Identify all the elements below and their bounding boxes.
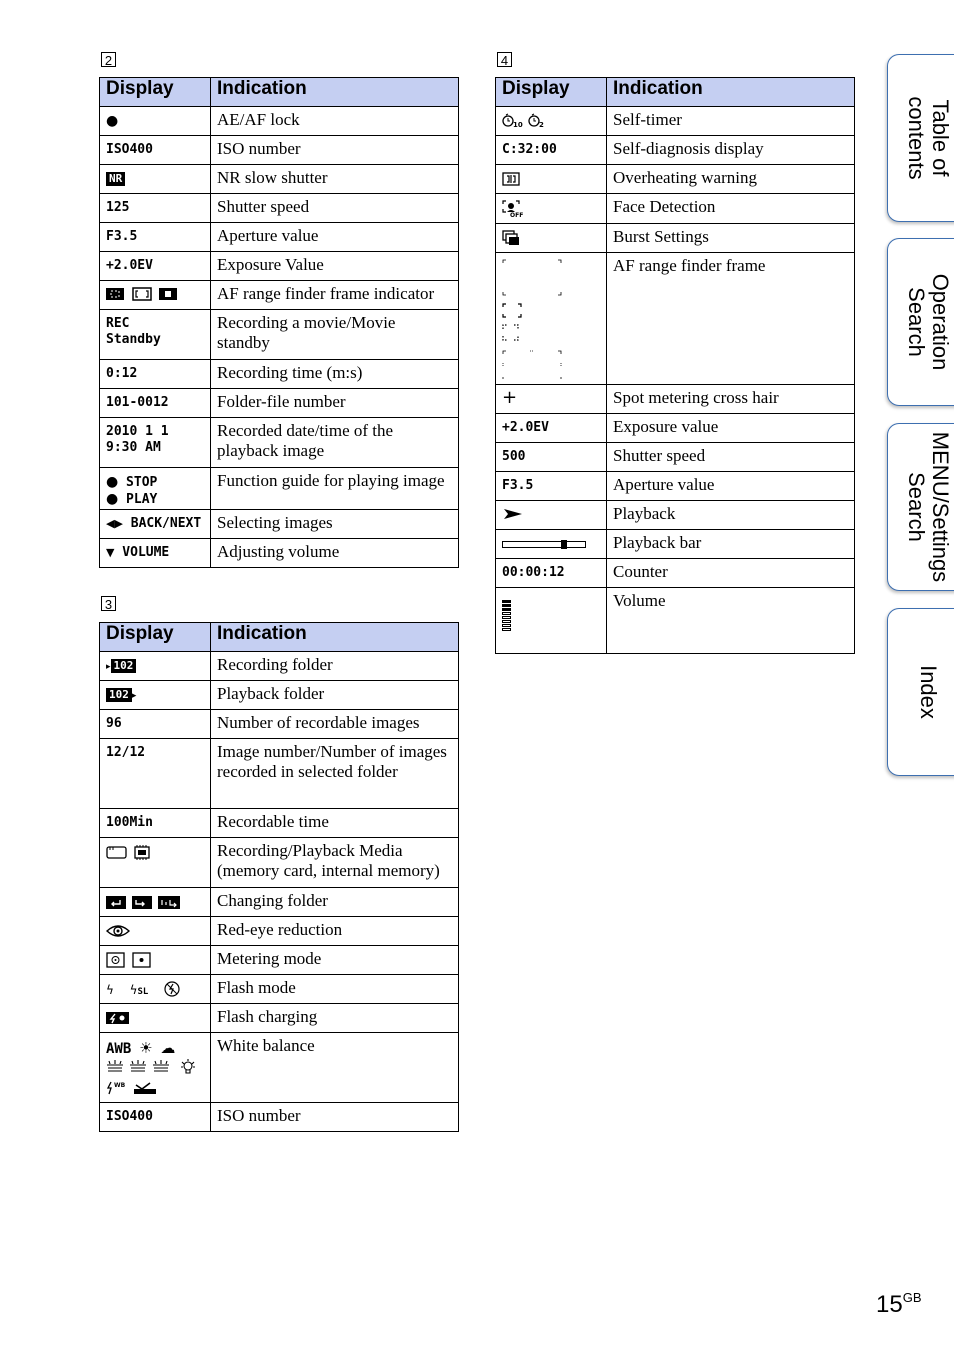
- fluorescent-2-icon: [130, 1060, 146, 1071]
- display-table-2: [99, 77, 459, 568]
- table-row: [100, 510, 459, 539]
- header-display: Display: [496, 78, 607, 107]
- indication-cell: Red-eye reduction: [211, 917, 459, 946]
- table-row: [496, 194, 855, 224]
- indication-cell: Exposure Value: [211, 252, 459, 281]
- indication-cell: Changing folder: [211, 888, 459, 917]
- display-cell: 101-0012: [100, 389, 211, 418]
- flash-off-icon: [164, 981, 180, 997]
- display-cell: 100Min: [100, 809, 211, 838]
- tab-label: Operation Search: [904, 273, 953, 371]
- display-cell: AWB ☀ ☁ WB: [100, 1033, 211, 1103]
- display-cell: [496, 224, 607, 253]
- table-header-row: [100, 623, 459, 652]
- af-center-frame-icon: [503, 304, 521, 317]
- playback-icon: [502, 507, 524, 521]
- playback-folder-icon: 102: [106, 688, 132, 702]
- display-cell: C:32:00: [496, 136, 607, 165]
- stop-bullet-icon: ●: [106, 474, 119, 490]
- indication-cell: Flash mode: [211, 975, 459, 1004]
- table-row: [100, 165, 459, 194]
- indication-cell: ISO number: [211, 1103, 459, 1132]
- table-row: [496, 414, 855, 443]
- svg-text:2: 2: [539, 121, 544, 129]
- flash-charging-icon: [106, 1010, 130, 1026]
- table-row: [496, 136, 855, 165]
- header-indication: Indication: [211, 78, 459, 107]
- display-cell: [496, 253, 607, 385]
- overheating-warning-icon: [502, 171, 520, 187]
- af-range-finder-frame-icons: [502, 259, 562, 379]
- play-bullet-icon: ●: [106, 491, 119, 507]
- indication-cell: Adjusting volume: [211, 539, 459, 568]
- indication-cell: Flash charging: [211, 1004, 459, 1033]
- cross-hair-icon: +: [502, 387, 518, 408]
- indication-cell: Self-timer: [607, 107, 855, 136]
- indication-cell: ISO number: [211, 136, 459, 165]
- cloudy-icon: ☁: [160, 1039, 176, 1057]
- display-cell: [496, 385, 607, 414]
- af-wide-frame-icon: [503, 260, 561, 295]
- table-row: [100, 107, 459, 136]
- indication-cell: White balance: [211, 1033, 459, 1103]
- display-cell: [100, 917, 211, 946]
- flash-wb-and-custom-icons: [106, 1081, 162, 1095]
- display-cell: [100, 1004, 211, 1033]
- indication-cell: Shutter speed: [211, 194, 459, 223]
- changing-folder-icons: [106, 894, 182, 910]
- table-row: [496, 224, 855, 253]
- svg-text:OFF: OFF: [510, 212, 524, 218]
- table-row: [496, 588, 855, 654]
- tab-label: Table of contents: [904, 96, 953, 180]
- indication-cell: AF range finder frame: [607, 253, 855, 385]
- playback-bar-icon: [502, 541, 586, 548]
- display-cell: ISO400: [100, 1103, 211, 1132]
- display-cell: 0:12: [100, 360, 211, 389]
- af-small-frame-icon: [503, 325, 518, 340]
- table-row: [100, 917, 459, 946]
- record-folder-arrow-icon: ▸: [106, 662, 111, 672]
- tab-label: Index: [916, 665, 941, 719]
- flash-wb-icon: [108, 1082, 126, 1094]
- table-row: [496, 253, 855, 385]
- indication-cell: Playback folder: [211, 681, 459, 710]
- display-cell: 00:00:12: [496, 559, 607, 588]
- table-row: [100, 1033, 459, 1103]
- table-row: [100, 681, 459, 710]
- slow-sync-flash-icon: ϟ: [129, 983, 138, 997]
- table-row: [100, 1103, 459, 1132]
- multi-metering-icon: [107, 953, 124, 967]
- section-marker-2: 2: [101, 52, 116, 67]
- indication-cell: Aperture value: [211, 223, 459, 252]
- metering-mode-icons: [106, 952, 154, 968]
- display-cell: ISO400: [100, 136, 211, 165]
- af-flexible-frame-icon: [503, 351, 561, 379]
- indication-cell: Burst Settings: [607, 224, 855, 253]
- display-cell: ϟ ϟSL: [100, 975, 211, 1004]
- red-eye-icon: [106, 923, 130, 939]
- display-cell: REC Standby: [100, 310, 211, 360]
- daylight-icon: ☀: [139, 1039, 153, 1057]
- table-row: [100, 1004, 459, 1033]
- page-suffix: GB: [902, 1290, 922, 1305]
- display-cell: [496, 194, 607, 224]
- table-row: [496, 165, 855, 194]
- indication-cell: Counter: [607, 559, 855, 588]
- table-row: [100, 360, 459, 389]
- display-table-3: [99, 622, 459, 1132]
- indication-cell: Exposure value: [607, 414, 855, 443]
- indication-cell: Folder-file number: [211, 389, 459, 418]
- tab-index[interactable]: [887, 608, 954, 776]
- indication-cell: Recording a movie/Movie standby: [211, 310, 459, 360]
- table-header-row: [496, 78, 855, 107]
- incandescent-icon: [181, 1059, 195, 1073]
- burst-settings-icon: [502, 230, 520, 246]
- indication-cell: Playback bar: [607, 530, 855, 559]
- volume-level-icon: [502, 600, 600, 631]
- flash-icon: ϟ: [106, 983, 114, 997]
- table-row: [100, 136, 459, 165]
- fluorescent-icons: [106, 1059, 198, 1075]
- table-row: [100, 975, 459, 1004]
- table-row: [100, 739, 459, 809]
- table-row: [100, 539, 459, 568]
- folder-back-icon: [106, 896, 126, 909]
- playback-bar-knob: [561, 540, 567, 549]
- display-cell: 500: [496, 443, 607, 472]
- display-cell: [100, 888, 211, 917]
- self-timer-icons: [502, 113, 552, 129]
- indication-cell: Recordable time: [211, 809, 459, 838]
- table-row: [100, 252, 459, 281]
- indication-cell: Image number/Number of images recorded in selected folder: [211, 739, 459, 809]
- playback-folder-arrow-icon: ▸: [131, 691, 137, 701]
- table-row: [496, 385, 855, 414]
- table-row: [100, 418, 459, 468]
- internal-memory-icon: [135, 845, 149, 860]
- tab-table-of-contents[interactable]: [887, 54, 954, 222]
- svg-text:WB: WB: [114, 1082, 126, 1089]
- indication-cell: Volume: [607, 588, 855, 654]
- indication-cell: Recording folder: [211, 652, 459, 681]
- display-cell: [100, 281, 211, 310]
- indication-cell: Function guide for playing image: [211, 468, 459, 510]
- left-right-arrows-icon: ◀▶: [106, 517, 123, 530]
- table-row: [100, 223, 459, 252]
- face-detection-off-icon: [502, 200, 526, 218]
- spot-metering-icon: [133, 953, 150, 967]
- indication-cell: Playback: [607, 501, 855, 530]
- display-cell: [496, 107, 607, 136]
- display-cell: [496, 588, 607, 654]
- fluorescent-3-icon: [153, 1060, 169, 1071]
- indication-cell: Metering mode: [211, 946, 459, 975]
- indication-cell: Overheating warning: [607, 165, 855, 194]
- display-table-4: [495, 77, 855, 654]
- section-marker-3: 3: [101, 596, 116, 611]
- display-cell: [100, 681, 211, 710]
- table-row: [496, 559, 855, 588]
- indication-cell: Face Detection: [607, 194, 855, 224]
- table-row: [100, 652, 459, 681]
- self-timer-2-icon: [529, 114, 544, 129]
- folder-next-icon: [132, 896, 152, 909]
- display-cell: [496, 530, 607, 559]
- display-cell: ◀▶ BACK/NEXT: [100, 510, 211, 539]
- ae-af-lock-icon: ●: [106, 113, 119, 129]
- table-row: [100, 468, 459, 510]
- display-cell: 96: [100, 710, 211, 739]
- indication-cell: Recording/Playback Media (memory card, internal memory): [211, 838, 459, 888]
- fluorescent-1-icon: [107, 1060, 123, 1071]
- display-cell: [100, 107, 211, 136]
- display-cell: [100, 652, 211, 681]
- folder-both-icon: [158, 896, 180, 909]
- table-row: [100, 946, 459, 975]
- nr-slow-shutter-icon: NR: [106, 172, 125, 186]
- table-row: [100, 281, 459, 310]
- indication-cell: AF range finder frame indicator: [211, 281, 459, 310]
- tab-operation-search[interactable]: [887, 238, 954, 406]
- display-cell: [100, 838, 211, 888]
- header-indication: Indication: [607, 78, 855, 107]
- indication-cell: Recorded date/time of the playback image: [211, 418, 459, 468]
- display-cell: [100, 165, 211, 194]
- recording-folder-icon: 102: [111, 659, 137, 673]
- memory-card-icon: [107, 847, 126, 858]
- indication-cell: Self-diagnosis display: [607, 136, 855, 165]
- display-cell: [100, 946, 211, 975]
- indication-cell: Aperture value: [607, 472, 855, 501]
- display-cell: 125: [100, 194, 211, 223]
- display-cell: 12/12: [100, 739, 211, 809]
- svg-text:10: 10: [513, 121, 523, 129]
- display-cell: F3.5: [100, 223, 211, 252]
- table-row: [496, 472, 855, 501]
- tab-menu-settings-search[interactable]: [887, 423, 954, 591]
- table-row: [496, 107, 855, 136]
- media-icons: [106, 844, 156, 860]
- table-row: [100, 888, 459, 917]
- table-row: [496, 530, 855, 559]
- table-row: [100, 389, 459, 418]
- display-cell: ● STOP ● PLAY: [100, 468, 211, 510]
- indication-cell: Recording time (m:s): [211, 360, 459, 389]
- display-cell: [496, 501, 607, 530]
- table-row: [100, 310, 459, 360]
- table-row: [100, 809, 459, 838]
- af-frame-indicator-icon: [106, 287, 180, 301]
- indication-cell: Selecting images: [211, 510, 459, 539]
- display-cell: +2.0EV: [100, 252, 211, 281]
- table-row: [496, 443, 855, 472]
- indication-cell: Spot metering cross hair: [607, 385, 855, 414]
- indication-cell: Shutter speed: [607, 443, 855, 472]
- header-display: Display: [100, 623, 211, 652]
- header-indication: Indication: [211, 623, 459, 652]
- indication-cell: AE/AF lock: [211, 107, 459, 136]
- display-cell: 2010 1 1 9:30 AM: [100, 418, 211, 468]
- custom-wb-icon: [134, 1083, 156, 1094]
- header-display: Display: [100, 78, 211, 107]
- display-cell: [496, 165, 607, 194]
- indication-cell: Number of recordable images: [211, 710, 459, 739]
- tab-label: MENU/Settings Search: [904, 431, 953, 583]
- indication-cell: NR slow shutter: [211, 165, 459, 194]
- display-cell: F3.5: [496, 472, 607, 501]
- table-row: [496, 501, 855, 530]
- self-timer-10-icon: [503, 114, 523, 129]
- display-cell: +2.0EV: [496, 414, 607, 443]
- down-arrow-icon: ▼: [106, 546, 115, 559]
- table-row: [100, 838, 459, 888]
- table-header-row: [100, 78, 459, 107]
- table-row: [100, 710, 459, 739]
- table-row: [100, 194, 459, 223]
- display-cell: ▼ VOLUME: [100, 539, 211, 568]
- section-marker-4: 4: [497, 52, 512, 67]
- page-number: $15^{GB}$: [876, 1290, 922, 1318]
